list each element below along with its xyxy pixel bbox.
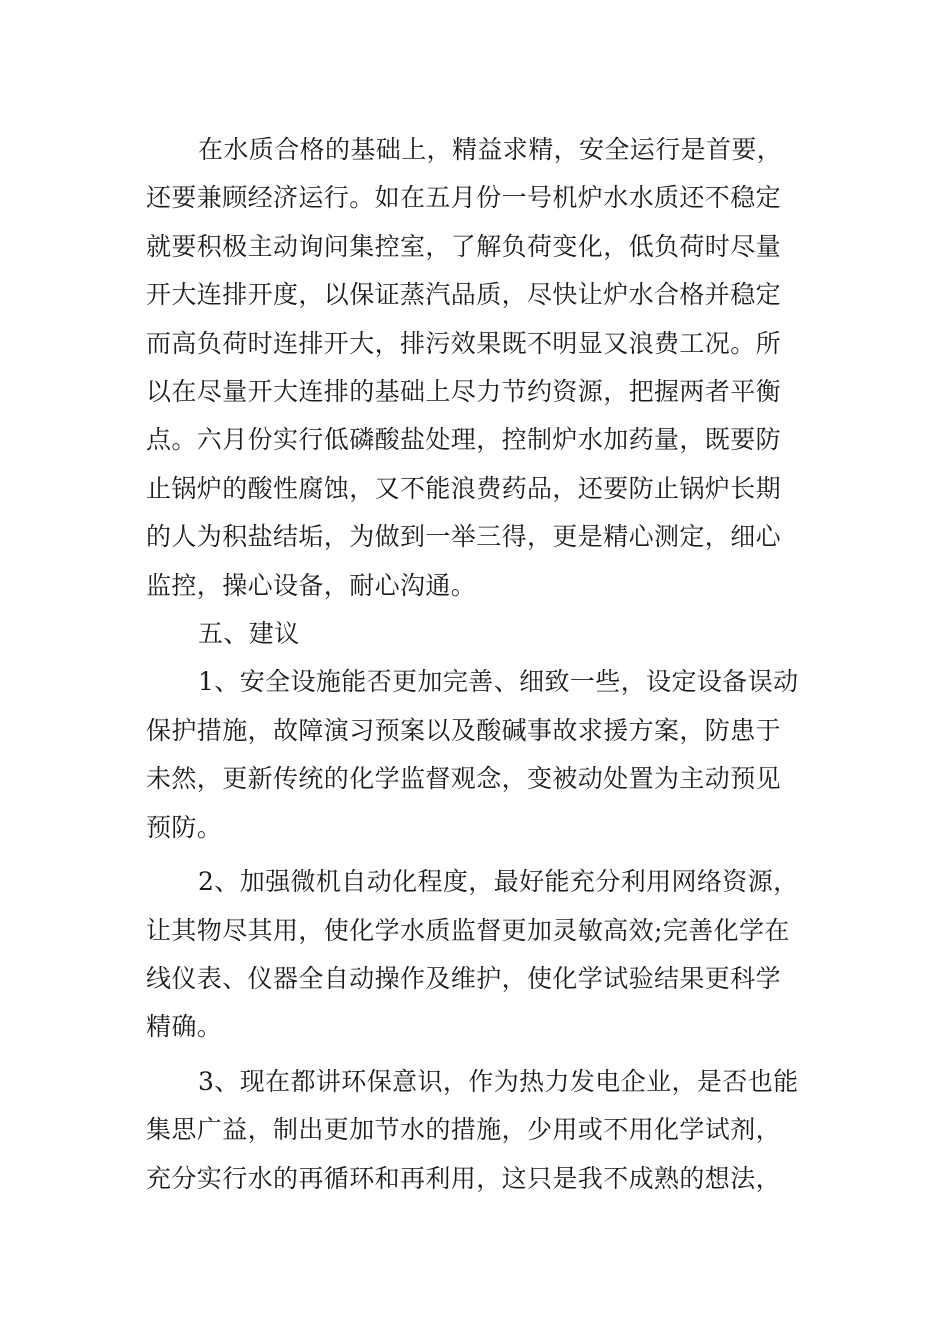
text-line: 点。六月份实行低磷酸盐处理，控制炉水加药量，既要防 bbox=[146, 425, 782, 455]
text-line: 预防。 bbox=[146, 812, 223, 842]
text-line: 止锅炉的酸性腐蚀，又不能浪费药品，还要防止锅炉长期 bbox=[146, 473, 782, 503]
text-line: 未然，更新传统的化学监督观念，变被动处置为主动预见 bbox=[146, 764, 782, 794]
suggestion-item-2 bbox=[146, 858, 806, 1052]
text-line: 开大连排开度，以保证蒸汽品质，尽快让炉水合格并稳定 bbox=[146, 280, 782, 310]
text-line: 1、安全设施能否更加完善、细致一些，设定设备误动 bbox=[198, 667, 799, 697]
paragraph-water-quality bbox=[146, 126, 806, 610]
suggestion-item-1 bbox=[146, 658, 806, 852]
text-line: 还要兼顾经济运行。如在五月份一号机炉水水质还不稳定 bbox=[146, 183, 782, 213]
text-line: 线仪表、仪器全自动操作及维护，使化学试验结果更科学 bbox=[146, 963, 782, 993]
text-line: 而高负荷时连排开大，排污效果既不明显又浪费工况。所 bbox=[146, 328, 782, 358]
text-line: 充分实行水的再循环和再利用，这只是我不成熟的想法， bbox=[146, 1163, 782, 1193]
section-heading-suggestions bbox=[146, 610, 806, 658]
text-line: 以在尽量开大连排的基础上尽力节约资源，把握两者平衡 bbox=[146, 377, 782, 407]
text-line: 2、加强微机自动化程度，最好能充分利用网络资源， bbox=[198, 867, 799, 897]
heading-text: 五、建议 bbox=[198, 619, 300, 649]
text-line: 3、现在都讲环保意识，作为热力发电企业，是否也能 bbox=[198, 1066, 799, 1096]
text-line: 集思广益，制出更加节水的措施，少用或不用化学试剂， bbox=[146, 1115, 782, 1145]
text-line: 让其物尽其用，使化学水质监督更加灵敏高效;完善化学在 bbox=[146, 915, 790, 945]
document-body bbox=[146, 126, 806, 1203]
text-line: 的人为积盐结垢，为做到一举三得，更是精心测定，细心 bbox=[146, 522, 782, 552]
text-line: 保护措施，故障演习预案以及酸碱事故求援方案，防患于 bbox=[146, 715, 782, 745]
text-line: 就要积极主动询问集控室，了解负荷变化，低负荷时尽量 bbox=[146, 231, 782, 261]
text-line: 在水质合格的基础上，精益求精，安全运行是首要， bbox=[198, 135, 783, 164]
suggestion-item-3 bbox=[146, 1058, 806, 1203]
text-line: 监控，操心设备，耐心沟通。 bbox=[146, 570, 477, 600]
text-line: 精确。 bbox=[146, 1012, 223, 1042]
